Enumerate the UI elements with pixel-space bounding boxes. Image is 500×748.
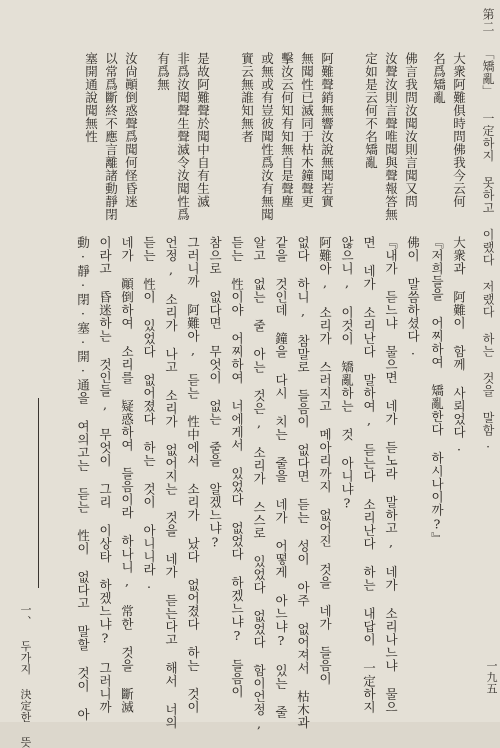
classical-line: 塞開通說聞無性 bbox=[83, 52, 99, 143]
classical-line: 以常爲斷終不應言離諸動靜閉 bbox=[103, 52, 119, 221]
classical-line: 或無或有豈彼聞性爲汝有無聞 bbox=[259, 52, 275, 221]
translation-line: 네가 顚倒하여 소리를 疑惑하여 들음이라 하나니, 常한 것을 斷滅 bbox=[119, 236, 135, 714]
classical-line: 定如是云何不名矯亂 bbox=[363, 52, 379, 169]
translation-line: 『내가 듣느냐 물으면 네가 듣노라 말하고, 네가 소리나느냐 물으 bbox=[383, 236, 399, 714]
translation-line: 듣는 性이야 어찌하여 너에게서 있었다 없었다 하겠느냐? 들음이 bbox=[229, 236, 245, 698]
translation-line: 듣는 性이 있었다 없어졌다 하는 것이 아니니라. bbox=[141, 236, 157, 592]
translation-line: 알고 없는 줄 아는 것은, 소리가 스스로 있었다 없었다 함이언정, bbox=[251, 236, 267, 732]
page-number: 一九五 bbox=[485, 660, 498, 695]
classical-line: 大衆阿難俱時問佛我今云何 bbox=[451, 52, 467, 208]
classical-line: 擊汝云何知有知無自是聲塵 bbox=[279, 52, 295, 208]
translation-line: 않으니, 이것이 矯亂하는 것 아니냐? bbox=[339, 236, 355, 511]
classical-line: 有爲無 bbox=[155, 52, 171, 91]
translation-line: 阿難아, 소리가 스러지고 메아리까지 없어진 것을 네가 들음이 bbox=[317, 236, 333, 685]
classical-line: 是故阿難聲於聞中自有生滅 bbox=[195, 52, 211, 208]
footnote: 一、 두가지 決定한 뜻 bbox=[19, 604, 32, 748]
translation-line: 없다 하니, 참말로 들음이 없다면 듣는 성이 아주 없어져서 枯木과 bbox=[295, 236, 311, 729]
classical-line: 非爲汝聞聲生聲滅令汝聞性爲 bbox=[175, 52, 191, 221]
translation-line: 大衆과 阿難이 함께 사뢰었다. bbox=[451, 236, 467, 454]
translation-line: 참으로 없다면 무엇이 없는 줄을 알겠느냐? bbox=[207, 236, 223, 550]
translation-line: 이라고 昏迷하는 것인들, 무엇이 그리 이상타 하겠느냐? 그러니까 bbox=[97, 236, 113, 714]
classical-line: 名爲矯亂 bbox=[431, 52, 447, 104]
classical-line: 實云無誰知無者 bbox=[239, 52, 255, 143]
translation-line: 같을 것인데 鐘을 다시 치는 줄을 네가 어떻게 아느냐? 있는 줄 bbox=[273, 236, 289, 719]
classical-line: 佛言我問汝聞汝則言聞又問 bbox=[403, 52, 419, 208]
translation-line: 『저희들을 어찌하여 矯亂한다 하시나이까?』 bbox=[429, 236, 445, 545]
translation-line: 언정, 소리가 나고 소리가 없어지는 것을 네가 듣는다고 해서 너의 bbox=[163, 236, 179, 729]
translation-line: 佛이 말씀하셨다. bbox=[405, 236, 421, 358]
classical-line: 汝聲汝則言聲唯聞與聲報答無 bbox=[383, 52, 399, 221]
footnote-rule bbox=[38, 398, 39, 588]
classical-line: 汝尙顚倒惑聲爲聞何怪昏迷 bbox=[123, 52, 139, 208]
translation-line: 動·靜·閉·塞·開·通을 여의고는 듣는 性이 없다고 말할 것이 아 bbox=[75, 236, 91, 721]
translation-line: 그러니까 阿難아, 듣는 性中에서 소리가 났다 없어졌다 하는 것이 bbox=[185, 236, 201, 714]
page-header: 第二 「矯亂」 一定하지 못하고 이랬다 저랬다 하는 것을 말함. bbox=[481, 8, 495, 451]
classical-line: 阿難聲銷無響汝說無聞若實 bbox=[319, 52, 335, 208]
translation-line: 면 네가 소리난다 말하여, 듣는다 소리난다 하는 내답이 一定하지 bbox=[361, 236, 377, 714]
classical-line: 無聞性已滅同于枯木鐘聲更 bbox=[299, 52, 315, 208]
